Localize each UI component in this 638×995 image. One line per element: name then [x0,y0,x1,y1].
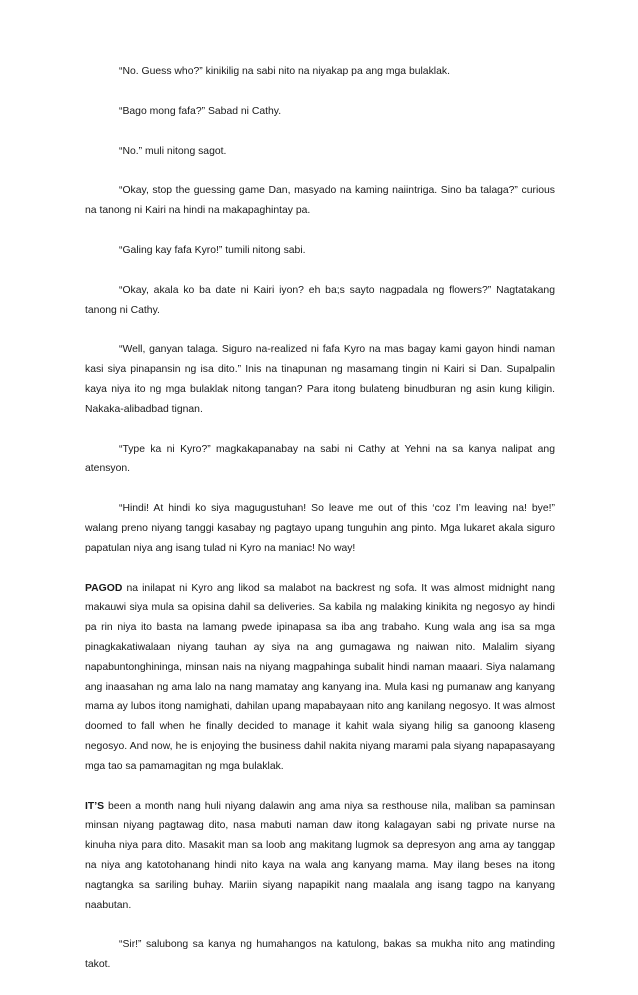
paragraph-dialogue [85,340,555,419]
paragraph-narrative [85,579,555,777]
paragraph-dialogue [85,241,555,261]
paragraph-text: na inilapat ni Kyro ang likod sa malabot na backrest ng sofa. It was almost midnight nang makauwi siya mula sa opisina dahil sa deliveries. Sa kabila ng malaking kinikita ng negosyo ay hindi pa rin niya ito basta na lamang pwede ipinapasa sa iba ang trabaho. Kung wala ang isa sa mga pinagkakatiwalaan niyang tauhan ay siya na ang gumagawa ng naiwan nito. Malalim siyang napabuntonghininga, minsan nais na niyang magpahinga subalit hindi naman maaari. Siya nalamang ang inaasahan ng ama lalo na nang mamatay ang kanyang ina. Mula kasi ng pumanaw ang kanyang mama ay lubos itong namighati, dahilan upang mapabayaan nito ang kanilang negosyo. It was almost doomed to fall when he finally decided to manage it kahit wala siyang hilig sa ganoong klaseng negosyo. And now, he is enjoying the business dahil nakita niyang marami pala siyang napapasayang mga tao sa pamamagitan ng mga bulaklak. [85,582,555,772]
paragraph-dialogue [85,102,555,122]
paragraph-text: “Okay, akala ko ba date ni Kairi iyon? eh ba;s sayto nagpadala ng flowers?” Nagtatakang tanong ni Cathy. [85,284,555,316]
paragraph-text: “Type ka ni Kyro?” magkakapanabay na sabi ni Cathy at Yehni na sa kanya nalipat ang atensyon. [85,443,555,475]
paragraph-dialogue [85,181,555,221]
paragraph-text: “Galing kay fafa Kyro!” tumili nitong sabi. [119,244,306,256]
paragraph-text: “No.” muli nitong sagot. [119,145,227,157]
paragraph-lead-word: PAGOD [85,582,123,594]
paragraph-text: “Bago mong fafa?” Sabad ni Cathy. [119,105,282,117]
paragraph-text: “Hindi! At hindi ko siya magugustuhan! So leave me out of this ‘coz I’m leaving na! bye!” walang preno niyang tanggi kasabay ng pagtayo upang tunguhin ang pinto. Mga lukaret akala siguro papatulan niya ang isang tulad ni Kyro na maniac! No way! [85,503,555,554]
paragraph-text: “No. Guess who?” kinikilig na sabi nito na niyakap pa ang mga bulaklak. [119,66,450,77]
paragraph-dialogue [85,142,555,162]
paragraph-narrative [85,797,555,916]
paragraph-dialogue [85,935,555,975]
paragraph-lead-word: IT’S [85,800,105,812]
story-text [85,62,555,995]
paragraph-dialogue [85,62,555,82]
paragraph-dialogue [85,281,555,321]
paragraph-text: been a month nang huli niyang dalawin ang ama niya sa resthouse nila, maliban sa paminsan minsan niyang pagtawag dito, nasa mabuti naman daw itong kalagayan sabi ng private nurse na kinuha niya para dito. Masakit man sa loob ang makitang lugmok sa depresyon ang ama ay tanggap na niya ang katotohanang hindi nito kaya na wala ang kanyang mama. May ilang beses na itong nagtangka sa sariling buhay. Mariin siyang napapikit nang maalala ang isang tagpo na kanyang naabutan. [85,800,555,911]
paragraph-text: “Well, ganyan talaga. Siguro na-realized ni fafa Kyro na mas bagay kami gayon hindi naman kasi siya pinapansin ng isa dito.” Inis na tinapunan ng masamang tingin ni Kairi si Dan. Supalpalin kaya niya ito ng mga bulaklak nitong tangan? Para itong bulateng binudburan ng asin kung kiligin. Nakaka-alibadbad tignan. [85,344,555,415]
paragraph-dialogue [85,499,555,558]
paragraph-text: “Okay, stop the guessing game Dan, masyado na kaming naiintriga. Sino ba talaga?” curious na tanong ni Kairi na hindi na makapaghintay pa. [85,185,555,217]
paragraph-dialogue [85,440,555,480]
paragraph-text: “Sir!” salubong sa kanya ng humahangos na katulong, bakas sa mukha nito ang matinding takot. [85,939,555,971]
